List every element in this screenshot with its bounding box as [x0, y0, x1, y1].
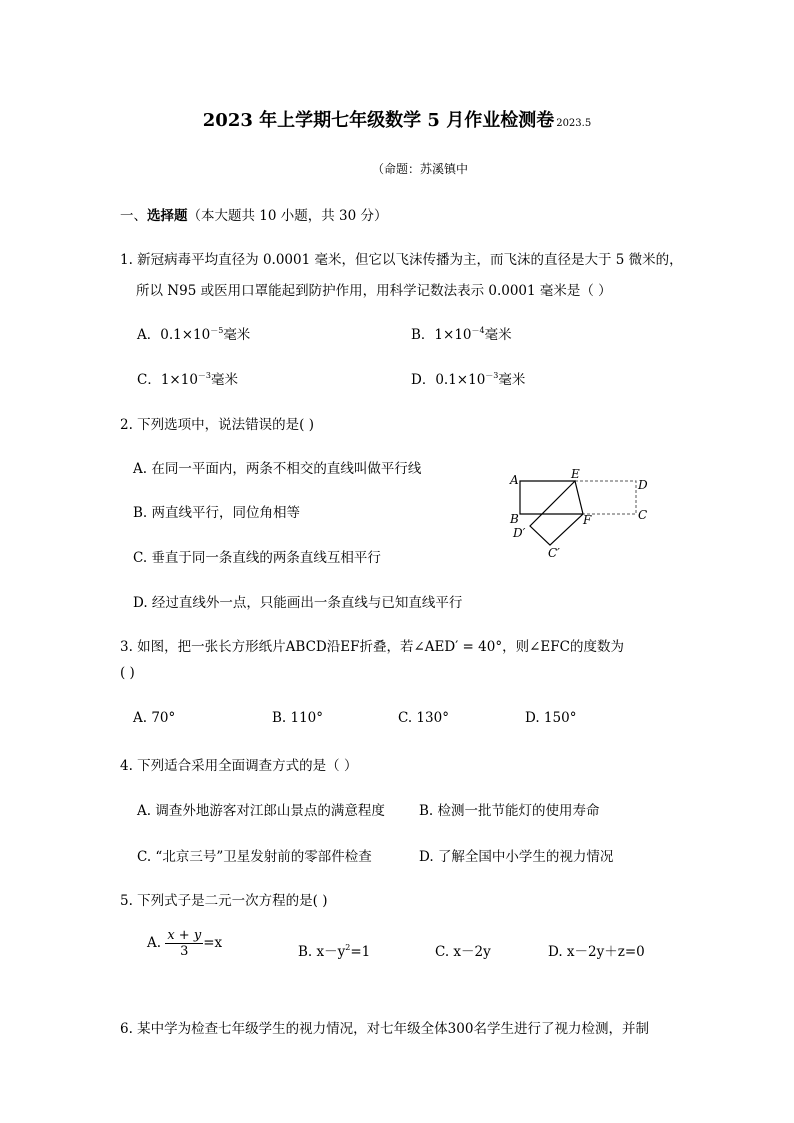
q2-option-a: A. 在同一平面内，两条不相交的直线叫做平行线 — [133, 461, 422, 477]
label-d-prime: D′ — [513, 526, 526, 540]
q5-option-b — [298, 940, 370, 960]
q4-stem: 4. 下列适合采用全面调查方式的是（ ） — [120, 758, 358, 774]
q1-c-base: C．1×10 — [137, 372, 198, 388]
q1-option-a — [137, 323, 250, 343]
q1-option-c — [137, 368, 238, 388]
q1-d-base: D．0.1×10 — [411, 372, 486, 388]
q5-option-d: D. x－2y＋z=0 — [548, 944, 645, 960]
q5-option-c: C. x－2y — [435, 944, 491, 960]
q4-option-d: D. 了解全国中小学生的视力情况 — [419, 849, 614, 865]
rect-edge — [520, 481, 583, 514]
section-prefix: 一、 — [120, 208, 147, 224]
section-note: （本大题共 10 小题，共 30 分） — [187, 208, 388, 224]
q1-d-exp: －3 — [485, 371, 499, 380]
q3-option-c: C. 130° — [398, 710, 449, 726]
q5-a-rest: =x — [203, 935, 223, 951]
q1-b-unit: 毫米 — [484, 327, 512, 343]
author-line: （命题：苏溪镇中 — [372, 162, 469, 176]
q5-a-numerator: x + y — [167, 928, 202, 943]
label-d: D — [638, 478, 648, 492]
q1-option-d — [411, 368, 525, 388]
q5-a-label: A. — [147, 935, 162, 951]
q1-c-exp: －3 — [197, 371, 212, 380]
q1-b-base: B．1×10 — [411, 327, 472, 343]
q5-option-a — [147, 928, 222, 959]
q4-option-c: C. “北京三号”卫星发射前的零部件检查 — [137, 849, 372, 865]
q5-stem: 5. 下列式子是二元一次方程的是( ) — [120, 893, 328, 909]
q6-stem-line1: 6. 某中学为检查七年级学生的视力情况，对七年级全体300名学生进行了视力检测，并制 — [120, 1021, 649, 1037]
q3-option-d: D. 150° — [525, 710, 577, 726]
q5-a-fraction — [165, 928, 203, 959]
title-date: 2023.5 — [556, 118, 592, 129]
q1-a-base: A．0.1×10 — [137, 327, 211, 343]
dashed-rect-edge — [575, 481, 636, 514]
q5-b-exp: 2 — [345, 943, 351, 952]
q1-a-unit: 毫米 — [223, 327, 251, 343]
section-heading — [120, 204, 388, 224]
section-name: 选择题 — [147, 208, 188, 224]
q1-a-exp: －5 — [210, 326, 224, 335]
title-text: 2023 年上学期七年级数学 5 月作业检测卷 — [202, 110, 555, 131]
q1-d-unit: 毫米 — [498, 372, 526, 388]
label-b: B — [510, 512, 519, 526]
q3-stem-line2: ( ) — [120, 665, 135, 681]
q1-b-exp: －4 — [471, 326, 485, 335]
q3-option-a: A. 70° — [133, 710, 176, 726]
label-c: C — [638, 508, 648, 522]
q2-option-c: C. 垂直于同一条直线的两条直线互相平行 — [133, 550, 381, 566]
q2-stem: 2. 下列选项中，说法错误的是( ) — [120, 417, 314, 433]
q5-b-base: B. x－y — [298, 944, 346, 960]
q2-option-b: B. 两直线平行，同位角相等 — [133, 505, 301, 521]
q1-stem-line2: 所以 N95 或医用口罩能起到防护作用，用科学记数法表示 0.0001 毫米是（ ） — [136, 283, 612, 299]
label-e: E — [571, 467, 580, 481]
label-a: A — [510, 473, 519, 487]
label-f: F — [583, 513, 592, 527]
page-title — [0, 106, 794, 132]
q1-c-unit: 毫米 — [211, 372, 239, 388]
q3-stem-line1: 3. 如图，把一张长方形纸片ABCD沿EF折叠，若∠AED′ = 40°，则∠EFC的度数为 — [120, 639, 624, 655]
q4-option-b: B. 检测一批节能灯的使用寿命 — [419, 803, 600, 819]
q1-stem-line1: 1. 新冠病毒平均直径为 0.0001 毫米，但它以飞沫传播为主，而飞沫的直径是大于 5 微米的， — [120, 252, 683, 268]
folded-flap — [530, 481, 583, 545]
q1-option-b — [411, 323, 512, 343]
q5-b-rest: =1 — [350, 944, 371, 960]
q3-option-b: B. 110° — [272, 710, 324, 726]
q4-option-a: A. 调查外地游客对江郎山景点的满意程度 — [137, 803, 385, 819]
label-c-prime: C′ — [548, 546, 560, 560]
folding-diagram — [500, 462, 660, 562]
q2-option-d: D. 经过直线外一点，只能画出一条直线与已知直线平行 — [133, 595, 463, 611]
q5-a-denominator: 3 — [180, 944, 189, 959]
